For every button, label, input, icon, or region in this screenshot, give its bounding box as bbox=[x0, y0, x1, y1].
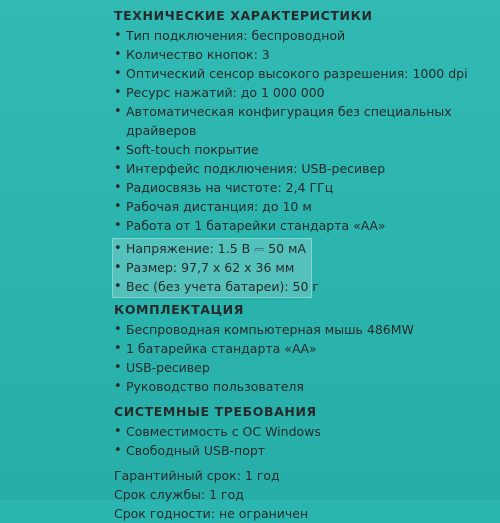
spec-item-connection-type: • Тип подключения: беспроводной bbox=[114, 26, 494, 45]
specs-title: ТЕХНИЧЕСКИЕ ХАРАКТЕРИСТИКИ bbox=[114, 8, 373, 23]
spec-sticker bbox=[112, 237, 494, 298]
sticker-list bbox=[114, 239, 494, 296]
requirement-item-os: • Совместимость с ОС Windows bbox=[114, 422, 494, 441]
spec-item-weight: • Вес (без учета батареи): 50 г bbox=[114, 277, 494, 296]
spec-item-size: • Размер: 97,7 x 62 x 36 мм bbox=[114, 258, 494, 277]
package-item-battery: • 1 батарейка стандарта «АА» bbox=[114, 339, 494, 358]
package-list bbox=[114, 320, 494, 396]
service-life: Срок службы: 1 год bbox=[114, 487, 244, 502]
shelf-life: Срок годности: не ограничен bbox=[114, 506, 309, 521]
spec-item-buttons: • Количество кнопок: 3 bbox=[114, 45, 494, 64]
requirement-item-usb: • Свободный USB-порт bbox=[114, 441, 494, 460]
spec-item-coating: • Soft-touch покрытие bbox=[114, 140, 494, 159]
spec-item-click-resource: • Ресурс нажатий: до 1 000 000 bbox=[114, 83, 494, 102]
spec-item-frequency: • Радиосвязь на чистоте: 2,4 ГГц bbox=[114, 178, 494, 197]
package-title: КОМПЛЕКТАЦИЯ bbox=[114, 302, 244, 317]
package-item-manual: • Руководство пользователя bbox=[114, 377, 494, 396]
spec-item-battery: • Работа от 1 батарейки стандарта «АА» bbox=[114, 216, 494, 235]
specs-list bbox=[114, 26, 494, 235]
spec-item-sensor: • Оптический сенсор высокого разрешения: 1000 dpi bbox=[114, 64, 486, 83]
spec-item-voltage: • Напряжение: 1.5 В ⎓ 50 мА bbox=[114, 239, 494, 258]
requirements-title: СИСТЕМНЫЕ ТРЕБОВАНИЯ bbox=[114, 404, 317, 419]
requirements-list bbox=[114, 422, 494, 460]
spec-item-range: • Рабочая дистанция: до 10 м bbox=[114, 197, 494, 216]
warranty-term: Гарантийный срок: 1 год bbox=[114, 468, 280, 483]
spec-item-auto-config: • Автоматическая конфигурация без специальных драйверов bbox=[114, 102, 486, 140]
spec-sheet bbox=[114, 4, 494, 523]
package-item-receiver: • USB-ресивер bbox=[114, 358, 494, 377]
spec-item-interface: • Интерфейс подключения: USB-ресивер bbox=[114, 159, 494, 178]
package-item-mouse: • Беспроводная компьютерная мышь 486MW bbox=[114, 320, 494, 339]
